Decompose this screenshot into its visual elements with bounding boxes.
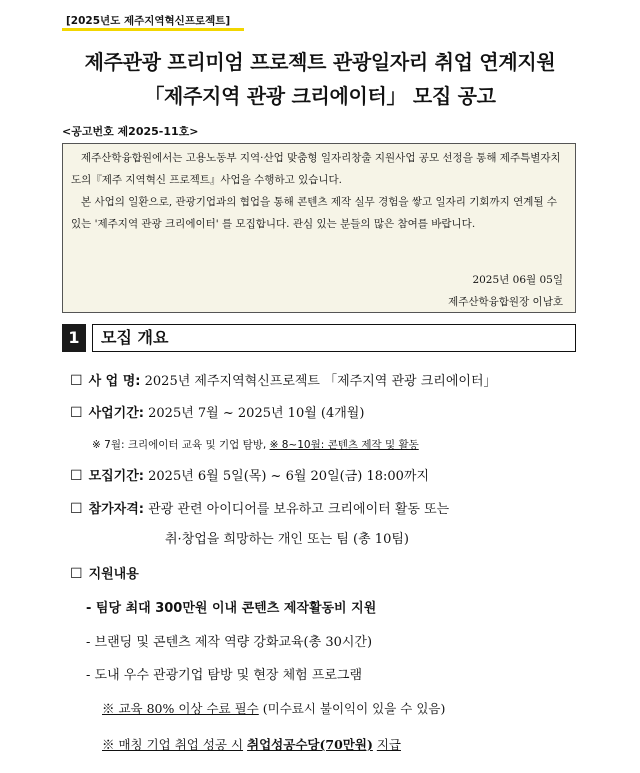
section-number: 1	[62, 324, 86, 352]
note-required: ※ 교육 80% 이상 수료 필수	[102, 701, 259, 716]
note-condition: ※ 매칭 기업 취업 성공 시	[102, 737, 244, 752]
item-qualification	[70, 498, 449, 517]
intro-paragraph-2: 본 사업의 일환으로, 관광기업과의 협업을 통해 콘텐츠 제작 실무 경험을 쌓고 일자리 기회까지 연계될 수 있는 '제주지역 관광 크리에이터' 를 모집합니다. 관심 있는 분들의 많은 참여를 바랍니다.	[71, 196, 558, 230]
item-support	[70, 563, 139, 582]
item-label: 사 업 명:	[88, 374, 141, 389]
item-period	[70, 402, 364, 421]
notice-date: 2025년 06월 05일	[472, 274, 563, 286]
title-line-2: 「제주지역 관광 크리에이터」 모집 공고	[144, 84, 496, 108]
item-label: 지원내용	[88, 567, 139, 582]
qualification-line-2: 취·창업을 희망하는 개인 또는 팀 (총 10팀)	[165, 532, 409, 547]
item-value: 관광 관련 아이디어를 보유하고 크리에이터 활동 또는	[148, 502, 450, 517]
period-note-1: ※ 7월: 크리에이터 교육 및 기업 탐방,	[92, 439, 267, 451]
item-project-name	[70, 370, 497, 389]
support-bullet-3: - 도내 우수 관광기업 탐방 및 현장 체험 프로그램	[86, 668, 363, 683]
item-value: 2025년 제주지역혁신프로젝트 「제주지역 관광 크리에이터」	[144, 374, 497, 389]
support-note-1	[102, 699, 445, 717]
note-bonus: 취업성공수당(70만원)	[247, 737, 373, 752]
item-value: 2025년 6월 5일(목) ~ 6월 20일(금) 18:00까지	[148, 469, 430, 484]
period-note-2: ※ 8~10월: 콘텐츠 제작 및 활동	[269, 439, 419, 451]
item-value: 2025년 7월 ~ 2025년 10월 (4개월)	[148, 406, 365, 421]
checkbox-icon: ☐	[70, 468, 83, 484]
intro-box	[62, 143, 576, 313]
note-pay: 지급	[376, 737, 401, 752]
support-note-2	[102, 735, 401, 753]
item-label: 사업기간:	[88, 406, 144, 421]
checkbox-icon: ☐	[70, 501, 83, 517]
notice-number: <공고번호 제2025-11호>	[62, 125, 199, 138]
note-penalty: (미수료시 불이익이 있을 수 있음)	[262, 701, 446, 716]
checkbox-icon: ☐	[70, 566, 83, 582]
project-tag: [2025년도 제주지역혁신프로젝트]	[62, 14, 244, 31]
item-label: 참가자격:	[88, 502, 144, 517]
item-recruit-period	[70, 465, 429, 484]
signature: 제주산학융합원장 이남호	[448, 296, 563, 308]
section-heading	[62, 324, 576, 352]
title-line-1: 제주관광 프리미엄 프로젝트 관광일자리 취업 연계지원	[84, 50, 556, 74]
section-title: 모집 개요	[92, 324, 576, 352]
item-label: 모집기간:	[88, 469, 144, 484]
intro-paragraph-1: 제주산학융합원에서는 고용노동부 지역·산업 맞춤형 일자리창출 지원사업 공모 선정을 통해 제주특별자치도의『제주 지역혁신 프로젝트』사업을 수행하고 있습니다.	[71, 152, 561, 186]
checkbox-icon: ☐	[70, 373, 83, 389]
support-bullet-2: - 브랜딩 및 콘텐츠 제작 역량 강화교육(총 30시간)	[86, 635, 373, 650]
checkbox-icon: ☐	[70, 405, 83, 421]
support-bullet-1: - 팀당 최대 300만원 이내 콘텐츠 제작활동비 지원	[86, 601, 377, 616]
period-note	[92, 437, 419, 452]
